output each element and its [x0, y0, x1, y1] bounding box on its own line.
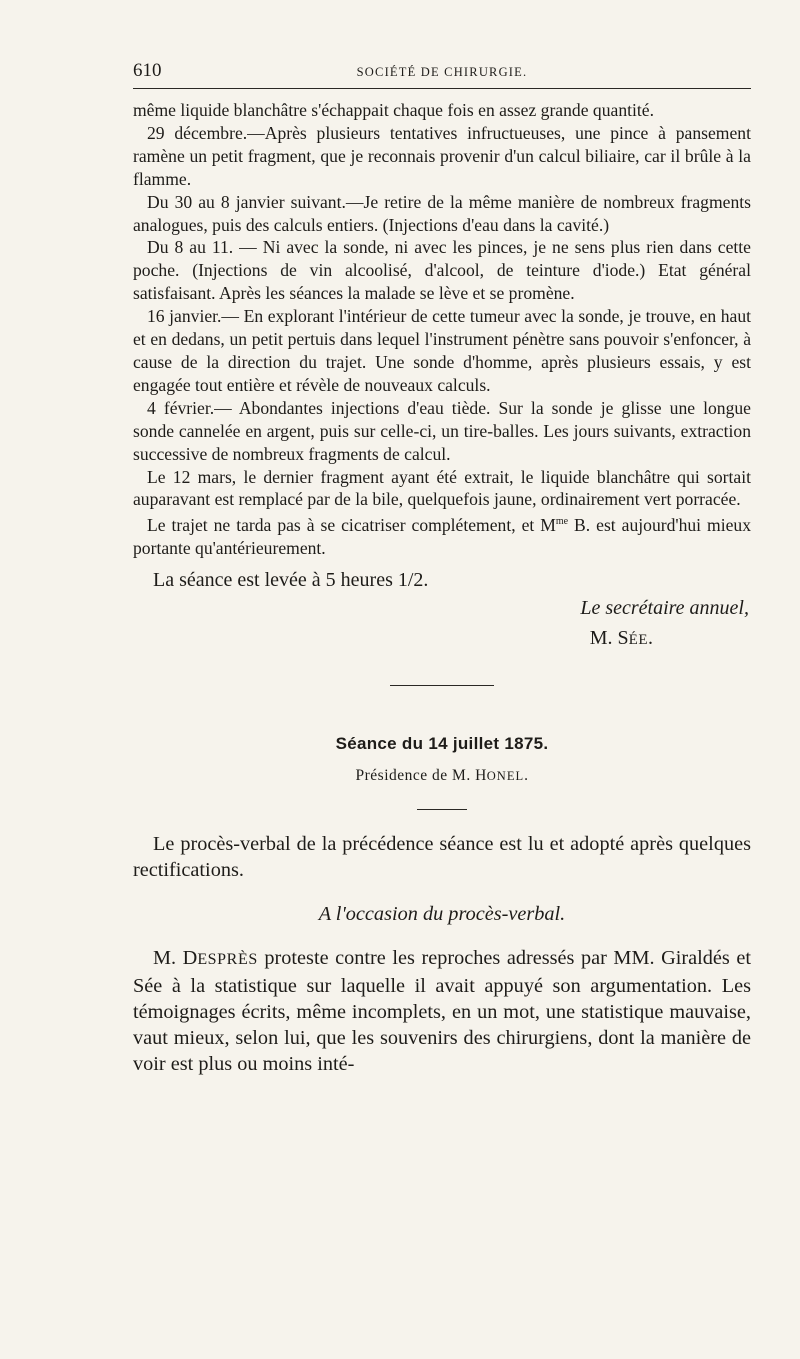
session-title: Séance du 14 juillet 1875. — [335, 733, 549, 753]
text-run: . — [648, 626, 653, 649]
signature-title: Le secrétaire annuel, — [580, 596, 749, 619]
small-caps-run: ÉE — [628, 631, 648, 648]
paragraph: Du 30 au 8 janvier suivant.—Je retire de la même manière de nombreux fragments analogues, puis des calculs entiers. (Injections d'eau dans la cavité.) — [133, 191, 751, 235]
running-head — [133, 58, 751, 89]
paragraph: même liquide blanchâtre s'échappait chaque fois en assez grande quantité. — [133, 100, 654, 120]
paragraph: 16 janvier.— En explorant l'intérieur de cette tumeur avec la sonde, je trouve, en haut et en dedans, un petit pertuis dans lequel l'instrument pénètre sans pouvoir s'enfoncer, à cause de la direction du trajet. Une sonde d'homme, après plusieurs essais, y est engagée tout entière et révèle de nouveaux calculs. — [133, 306, 751, 395]
paragraph: Le 12 mars, le dernier fragment ayant été extrait, le liquide blanchâtre qui sortait auparavant est remplacé par de la bile, quelquefois jaune, ordinairement vert porracée. — [133, 466, 751, 510]
running-title: SOCIÉTÉ DE CHIRURGIE. — [356, 65, 528, 79]
short-divider — [417, 809, 467, 810]
minutes-section — [133, 831, 751, 1077]
text-run: proteste contre les reproches adressés par MM. Giraldés et Sée à la statistique sur laquelle il avait appuyé son argumentation. Les témoignages écrits, même incomplets, en un mot, une statistique mauvaise, vaut mieux, selon lui, que les souvenirs des chirurgiens, dont la manière de voir est plus ou moins inté- — [133, 946, 751, 1075]
text-run: M. D — [153, 946, 198, 969]
paragraph: Du 8 au 11. — Ni avec la sonde, ni avec les pinces, je ne sens plus rien dans cette poche. (Injections de vin alcoolisé, d'alcool, de teinture d'iode.) Etat général satisfaisant. Après les séances la malade se lève et se promène. — [133, 237, 751, 304]
small-caps-run: ONEL — [486, 768, 525, 783]
signature-name — [133, 623, 751, 655]
page-number: 610 — [133, 60, 162, 81]
signature-block — [133, 593, 751, 655]
paragraph: 29 décembre.—Après plusieurs tentatives infructueuses, une pince à pansement ramène un petit fragment, que je reconnais provenir d'un calcul biliaire, car il brûle à la flamme. — [133, 122, 751, 189]
case-report — [133, 99, 751, 560]
book-page — [133, 58, 751, 1077]
subheading: A l'occasion du procès-verbal. — [318, 902, 566, 925]
adjournment: La séance est levée à 5 heures 1/2. — [153, 568, 429, 591]
text-run: B. est aujourd'hui mieux portante qu'antérieurement. — [133, 515, 751, 559]
paragraph: Le procès-verbal de la précédence séance est lu et adopté après quelques rectifications. — [133, 832, 751, 881]
paragraph — [133, 945, 751, 1077]
text-run: Présidence de M. H — [355, 766, 487, 784]
section-divider — [390, 685, 494, 686]
text-run: Le trajet ne tarda pas à se cicatriser complétement, et M — [147, 515, 556, 536]
superscript: me — [555, 516, 569, 528]
small-caps-run: ESPRÈS — [197, 950, 258, 968]
text-run: . — [524, 766, 529, 784]
presidency-line — [133, 767, 751, 785]
paragraph: 4 février.— Abondantes injections d'eau tiède. Sur la sonde je glisse une longue sonde cannelée en argent, puis sur celle-ci, un tire-balles. Les jours suivants, extraction successive de nombreux fragments de calcul. — [133, 397, 751, 464]
paragraph — [133, 511, 751, 560]
text-run: M. S — [589, 626, 629, 649]
